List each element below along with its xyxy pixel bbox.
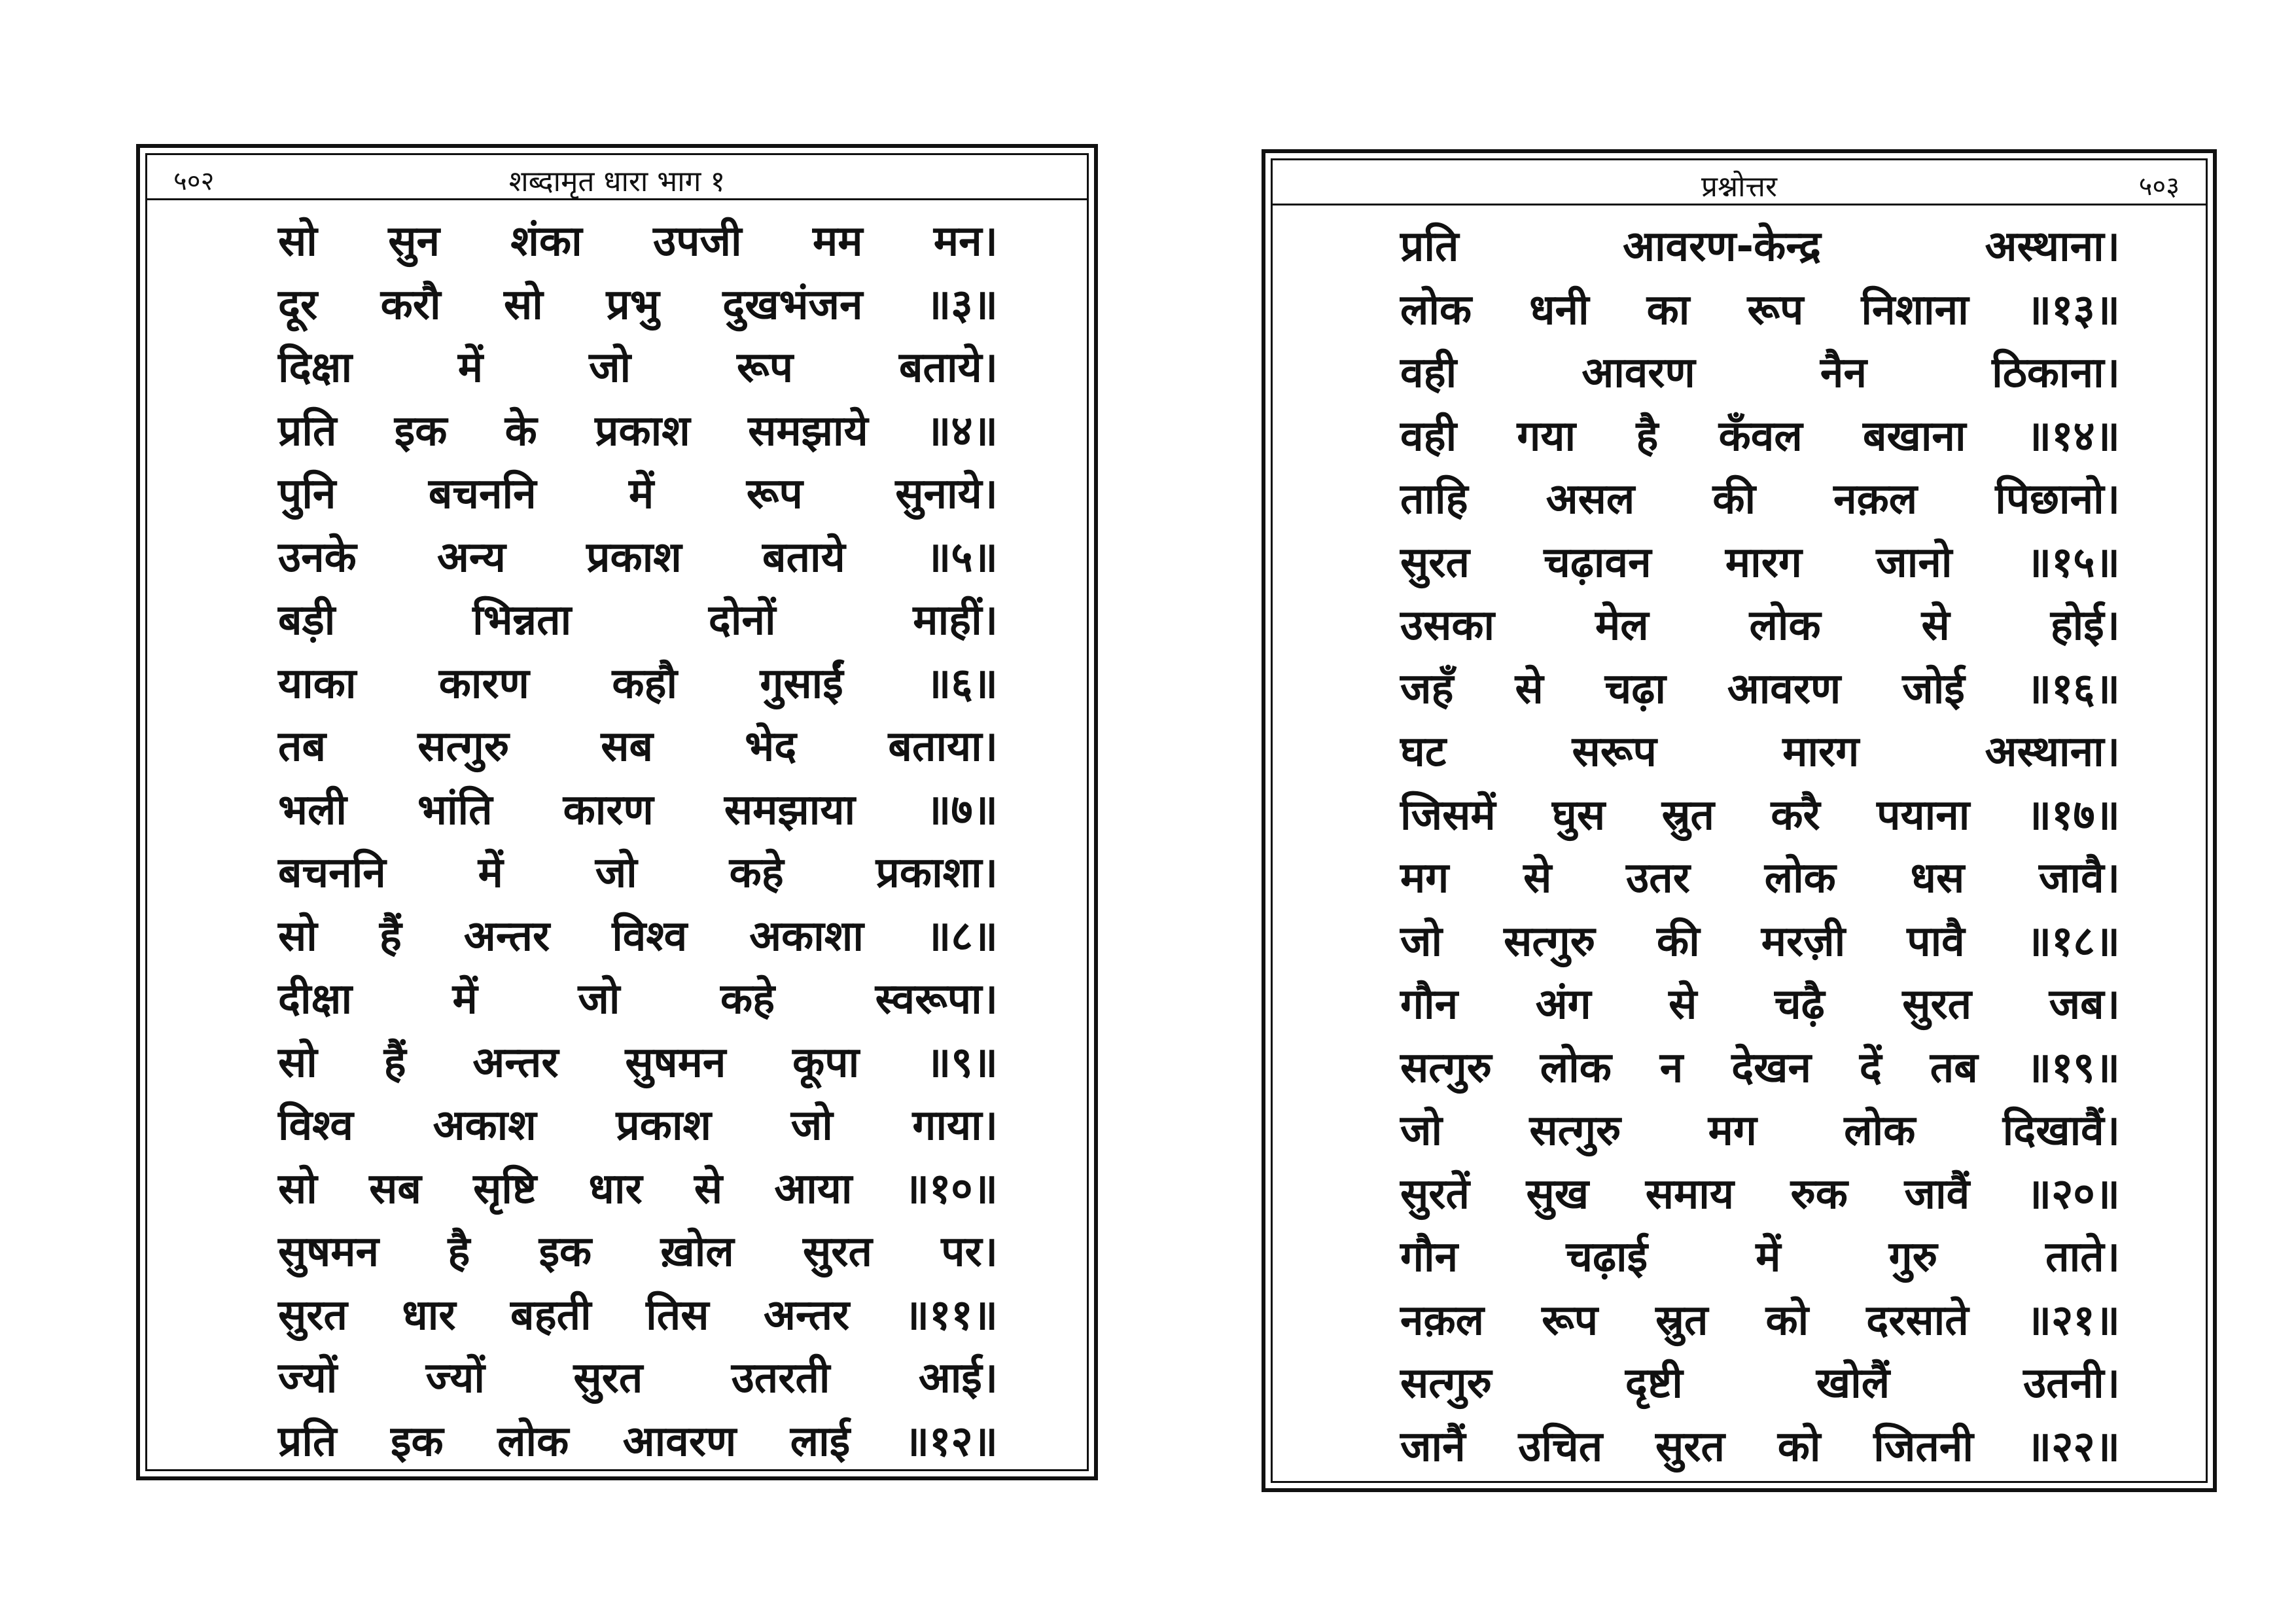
verse-line: सुरत धार बहती तिस अन्तर ॥११॥ — [278, 1291, 998, 1340]
verse-line: ज्यों ज्यों सुरत उतरती आई। — [278, 1354, 998, 1402]
verse-line: सुरत चढ़ावन मारग जानो ॥१५॥ — [1400, 538, 2120, 587]
right-page-title: प्रश्नोत्तर — [1701, 170, 1777, 204]
verse-line: उसका मेल लोक से होई। — [1400, 601, 2120, 650]
verse-line: सुरतें सुख समाय रुक जावैं ॥२०॥ — [1400, 1169, 2120, 1219]
verse-line: ताहि असल की नक़ल पिछानो। — [1400, 475, 2120, 524]
verse-line: सुषमन है इक ख़ोल सुरत पर। — [278, 1228, 998, 1276]
verse-line: गौन चढ़ाई में गुरु ताते। — [1400, 1233, 2120, 1281]
verse-line: जिसमें घुस स्रुत करै पयाना ॥१७॥ — [1400, 791, 2120, 840]
verse-line: विश्व अकाश प्रकाश जो गाया। — [278, 1101, 998, 1150]
left-page-title: शब्दामृत धारा भाग १ — [508, 165, 726, 198]
verse-line: प्रति आवरण-केन्द्र अस्थाना। — [1400, 223, 2120, 271]
verse-line: प्रति इक के प्रकाश समझाये ॥४॥ — [278, 406, 998, 455]
verse-line: बड़ी भिन्नता दोनों माहीं। — [278, 596, 998, 645]
verse-line: जो सत्गुरु की मरज़ी पावै ॥१८॥ — [1400, 917, 2120, 966]
verse-line: मग से उतर लोक धस जावै। — [1400, 854, 2120, 902]
left-page-number: ५०२ — [173, 166, 215, 196]
verse-line: प्रति इक लोक आवरण लाई ॥१२॥ — [278, 1417, 998, 1466]
verse-line: दूर करौ सो प्रभु दुखभंजन ॥३॥ — [278, 280, 998, 329]
left-page — [136, 144, 1098, 1480]
verse-line: जो सत्गुरु मग लोक दिखावैं। — [1400, 1107, 2120, 1155]
right-page-header — [1273, 160, 2206, 205]
verse-line: तब सत्गुरु सब भेद बताया। — [278, 722, 998, 771]
verse-line: सो सब सृष्टि धार से आया ॥१०॥ — [278, 1164, 998, 1213]
verse-line: नक़ल रूप स्रुत को दरसाते ॥२१॥ — [1400, 1296, 2120, 1345]
verse-line: घट सरूप मारग अस्थाना। — [1400, 728, 2120, 776]
verse-line: उनके अन्य प्रकाश बताये ॥५॥ — [278, 533, 998, 582]
verse-line: लोक धनी का रूप निशाना ॥१३॥ — [1400, 285, 2120, 334]
verse-line: सो सुन शंका उपजी मम मन। — [278, 217, 998, 266]
verse-line: जहँ से चढ़ा आवरण जोई ॥१६॥ — [1400, 664, 2120, 713]
verse-line: भली भांति कारण समझाया ॥७॥ — [278, 785, 998, 834]
verse-line: याका कारण कहौ गुसाईं ॥६॥ — [278, 659, 998, 708]
verse-line: दीक्षा में जो कहे स्वरूपा। — [278, 975, 998, 1024]
right-page — [1262, 149, 2217, 1492]
left-page-verses — [278, 210, 998, 1473]
right-page-inner-frame — [1271, 158, 2208, 1483]
verse-line: जानैं उचित सुरत को जितनी ॥२२॥ — [1400, 1422, 2120, 1471]
verse-line: पुनि बचननि में रूप सुनाये। — [278, 470, 998, 518]
verse-line: सो हैं अन्तर सुषमन कूपा ॥९॥ — [278, 1038, 998, 1087]
verse-line: सत्गुरु लोक न देखन दें तब ॥१९॥ — [1400, 1043, 2120, 1092]
verse-line: सो हैं अन्तर विश्व अकाशा ॥८॥ — [278, 912, 998, 961]
verse-line: वही आवरण नैन ठिकाना। — [1400, 349, 2120, 397]
verse-line: वही गया है कँवल बखाना ॥१४॥ — [1400, 412, 2120, 461]
verse-line: गौन अंग से चढ़ै सुरत जब। — [1400, 980, 2120, 1029]
left-page-header — [147, 155, 1087, 200]
right-page-verses — [1400, 215, 2120, 1478]
verse-line: सत्गुरु दृष्टी खोलैं उतनी। — [1400, 1359, 2120, 1408]
verse-line: दिक्षा में जो रूप बताये। — [278, 344, 998, 392]
verse-line: बचननि में जो कहे प्रकाशा। — [278, 849, 998, 897]
left-page-inner-frame — [145, 153, 1089, 1471]
right-page-number: ५०३ — [2138, 171, 2180, 202]
